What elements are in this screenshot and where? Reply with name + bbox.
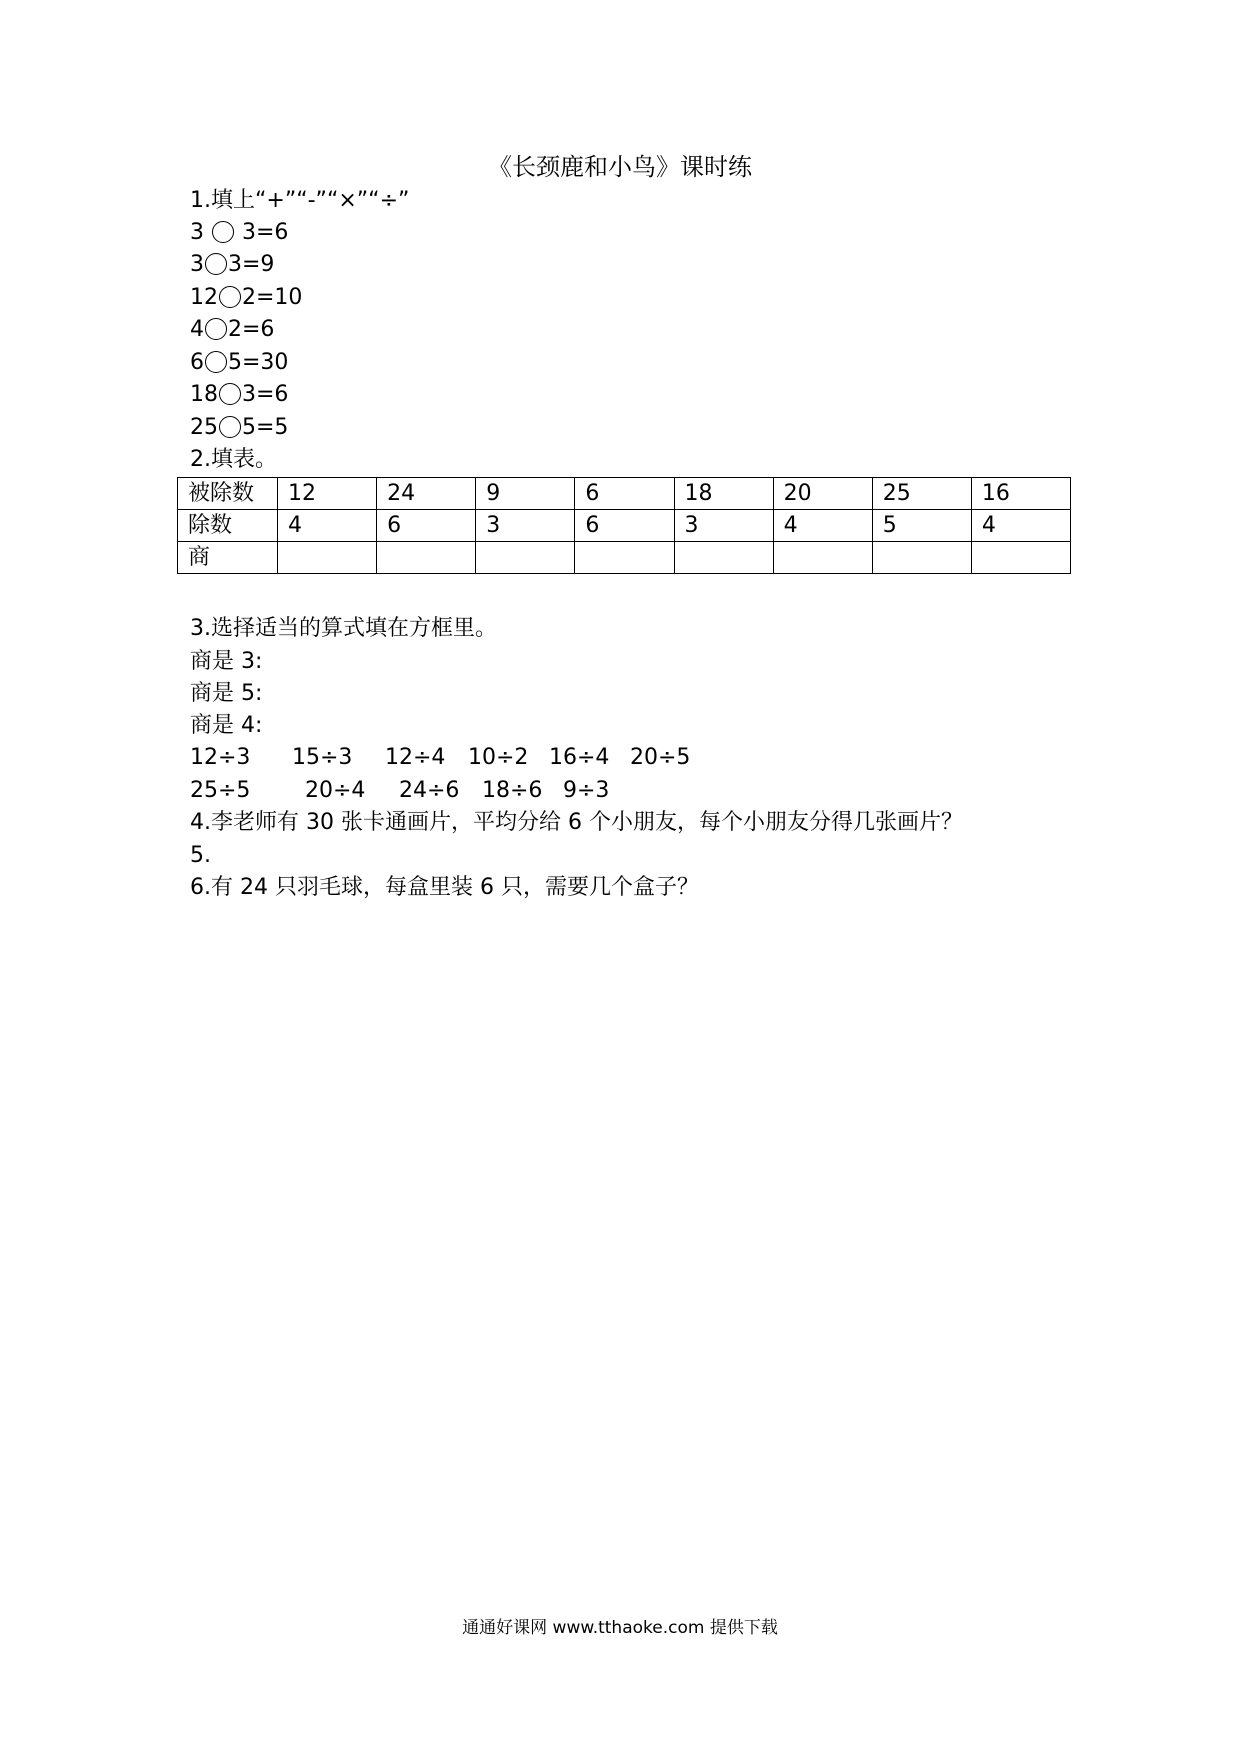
table-cell: 25 <box>872 478 971 510</box>
answer-cell[interactable] <box>872 542 971 574</box>
q1-item-3 <box>190 283 302 313</box>
table-cell: 4 <box>971 510 1070 542</box>
table-cell: 4 <box>773 510 872 542</box>
answer-cell[interactable] <box>575 542 674 574</box>
table-cell: 24 <box>377 478 476 510</box>
page-title: 《长颈鹿和小鸟》课时练 <box>488 153 752 181</box>
answer-cell[interactable] <box>971 542 1070 574</box>
table-cell: 3 <box>674 510 773 542</box>
operator-blank-circle[interactable] <box>205 318 227 340</box>
table-cell: 20 <box>773 478 872 510</box>
operand-right: 3=9 <box>228 252 275 277</box>
operand-right: 5=30 <box>228 350 289 375</box>
operator-blank-circle[interactable] <box>219 416 241 438</box>
q1-item-4 <box>190 315 274 345</box>
expression: 9÷3 <box>563 778 610 803</box>
table-cell: 5 <box>872 510 971 542</box>
operator-blank-circle[interactable] <box>219 383 241 405</box>
expression: 12÷3 <box>190 745 251 770</box>
q1-heading: 1.填上“+”“-”“×”“÷” <box>190 188 410 213</box>
expression: 25÷5 <box>190 778 251 803</box>
row-label: 除数 <box>178 510 278 542</box>
answer-cell[interactable] <box>377 542 476 574</box>
expression: 15÷3 <box>292 745 353 770</box>
operand-left: 3 <box>190 220 204 245</box>
operator-blank-circle[interactable] <box>205 351 227 373</box>
operator-blank-circle[interactable] <box>205 253 227 275</box>
q1-item-5 <box>190 348 288 378</box>
table-cell: 12 <box>278 478 377 510</box>
answer-cell[interactable] <box>773 542 872 574</box>
expression: 20÷5 <box>630 745 691 770</box>
expression: 18÷6 <box>482 778 543 803</box>
table-cell: 18 <box>674 478 773 510</box>
operand-right: 3=6 <box>242 220 289 245</box>
table-row-divisor <box>178 510 1071 542</box>
row-label: 被除数 <box>178 478 278 510</box>
expression: 20÷4 <box>305 778 366 803</box>
q3-quotient-5: 商是 5: <box>190 681 263 706</box>
expression: 16÷4 <box>549 745 610 770</box>
operand-left: 4 <box>190 317 204 342</box>
q5-text: 5. <box>190 843 211 868</box>
division-table <box>177 477 1071 574</box>
operand-right: 3=6 <box>242 382 289 407</box>
operand-left: 3 <box>190 252 204 277</box>
answer-cell[interactable] <box>278 542 377 574</box>
operand-left: 18 <box>190 382 218 407</box>
q1-item-7 <box>190 413 288 443</box>
q2-heading: 2.填表。 <box>190 447 277 472</box>
operator-blank-circle[interactable] <box>212 221 234 243</box>
operand-left: 25 <box>190 415 218 440</box>
operand-left: 12 <box>190 285 218 310</box>
operand-right: 2=10 <box>242 285 303 310</box>
row-label: 商 <box>178 542 278 574</box>
operand-right: 2=6 <box>228 317 275 342</box>
q3-quotient-3: 商是 3: <box>190 649 263 674</box>
expression: 24÷6 <box>399 778 460 803</box>
expression: 10÷2 <box>468 745 529 770</box>
table-cell: 6 <box>575 510 674 542</box>
q3-heading: 3.选择适当的算式填在方框里。 <box>190 616 497 641</box>
operand-left: 6 <box>190 350 204 375</box>
table-cell: 6 <box>575 478 674 510</box>
table-cell: 6 <box>377 510 476 542</box>
table-row-quotient <box>178 542 1071 574</box>
operator-blank-circle[interactable] <box>219 286 241 308</box>
footer-credit: 通通好课网 www.tthaoke.com 提供下载 <box>462 1618 778 1638</box>
operand-right: 5=5 <box>242 415 289 440</box>
table-row-dividend <box>178 478 1071 510</box>
q3-quotient-4: 商是 4: <box>190 713 263 738</box>
answer-cell[interactable] <box>476 542 575 574</box>
q1-item-1 <box>190 218 288 248</box>
expression: 12÷4 <box>385 745 446 770</box>
q1-item-6 <box>190 380 288 410</box>
table-cell: 3 <box>476 510 575 542</box>
table-cell: 9 <box>476 478 575 510</box>
q1-item-2 <box>190 250 274 280</box>
q6-text: 6.有 24 只羽毛球，每盒里装 6 只，需要几个盒子？ <box>190 875 699 900</box>
q4-text: 4.李老师有 30 张卡通画片，平均分给 6 个小朋友，每个小朋友分得几张画片？ <box>190 810 963 835</box>
table-cell: 16 <box>971 478 1070 510</box>
answer-cell[interactable] <box>674 542 773 574</box>
table-cell: 4 <box>278 510 377 542</box>
